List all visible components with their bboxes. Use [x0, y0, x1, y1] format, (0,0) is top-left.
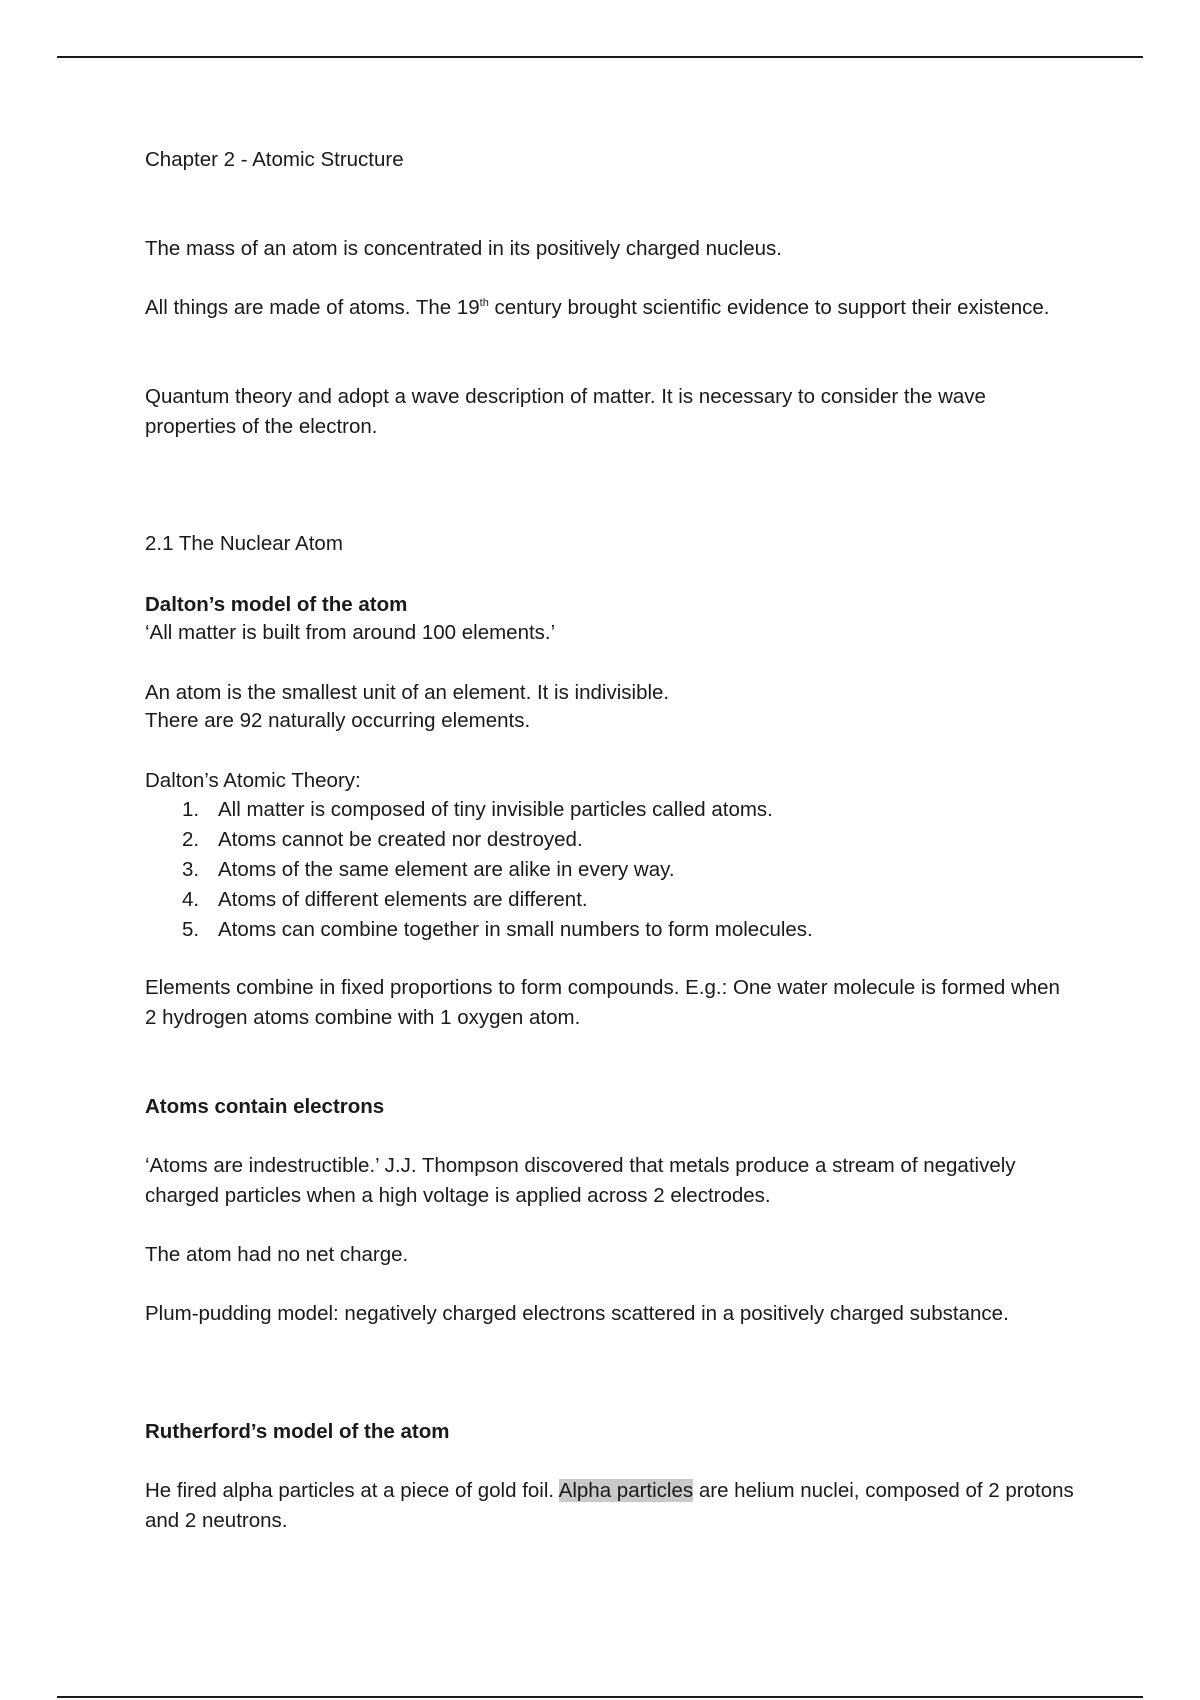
chapter-title: Chapter 2 - Atomic Structure	[145, 148, 404, 171]
dalton-quote: ‘All matter is built from around 100 elements.’	[145, 621, 556, 644]
rutherford-paragraph	[145, 1476, 1075, 1536]
intro-paragraph-2	[145, 293, 1075, 323]
dalton-heading: Dalton’s model of the atom	[145, 593, 408, 616]
section-title: 2.1 The Nuclear Atom	[145, 532, 343, 555]
dalton-line-2: There are 92 naturally occurring elements.	[145, 709, 531, 732]
rutherford-paragraph-end: are helium nuclei, composed of 2 protons and 2 neutrons.	[145, 1479, 1074, 1532]
list-text: Atoms of the same element are alike in every way.	[218, 858, 675, 881]
dalton-line-1: An atom is the smallest unit of an element. It is indivisible.	[145, 681, 670, 704]
header-rule	[57, 56, 1143, 58]
highlighted-text: Alpha particles	[558, 1479, 694, 1502]
rutherford-paragraph-start: He fired alpha particles at a piece of gold foil.	[145, 1479, 559, 1502]
intro-paragraph-3: Quantum theory and adopt a wave description of matter. It is necessary to consider the wave properties of the electron.	[145, 385, 986, 438]
list-number: 5.	[182, 918, 200, 941]
list-number: 3.	[182, 858, 200, 881]
theory-heading: Dalton’s Atomic Theory:	[145, 769, 361, 792]
electrons-paragraph-1: ‘Atoms are indestructible.’ J.J. Thompson discovered that metals produce a stream of negatively charged particles when a high voltage is applied across 2 electrodes.	[145, 1154, 1016, 1207]
list-item	[145, 885, 1075, 915]
intro-paragraph-2-start: All things are made of atoms. The 19	[145, 296, 480, 319]
electrons-heading: Atoms contain electrons	[145, 1095, 385, 1118]
list-item	[145, 915, 1075, 945]
electrons-paragraph-2: The atom had no net charge.	[145, 1243, 409, 1266]
list-text: All matter is composed of tiny invisible particles called atoms.	[218, 798, 773, 821]
rutherford-heading: Rutherford’s model of the atom	[145, 1420, 450, 1443]
list-text: Atoms can combine together in small numbers to form molecules.	[218, 918, 813, 941]
list-text: Atoms of different elements are different.	[218, 888, 588, 911]
footer-rule	[57, 1696, 1143, 1698]
list-text: Atoms cannot be created nor destroyed.	[218, 828, 583, 851]
theory-list	[145, 795, 1075, 945]
list-item	[145, 825, 1075, 855]
electrons-paragraph-3: Plum-pudding model: negatively charged electrons scattered in a positively charged substance.	[145, 1302, 1009, 1325]
list-number: 4.	[182, 888, 200, 911]
compounds-paragraph: Elements combine in fixed proportions to form compounds. E.g.: One water molecule is formed when 2 hydrogen atoms combine with 1 oxygen atom.	[145, 976, 1060, 1029]
list-number: 2.	[182, 828, 200, 851]
intro-paragraph-1: The mass of an atom is concentrated in its positively charged nucleus.	[145, 237, 782, 260]
list-number: 1.	[182, 798, 200, 821]
list-item	[145, 855, 1075, 885]
superscript-th: th	[479, 297, 489, 309]
list-item	[145, 795, 1075, 825]
intro-paragraph-2-end: century brought scientific evidence to support their existence.	[488, 296, 1050, 319]
